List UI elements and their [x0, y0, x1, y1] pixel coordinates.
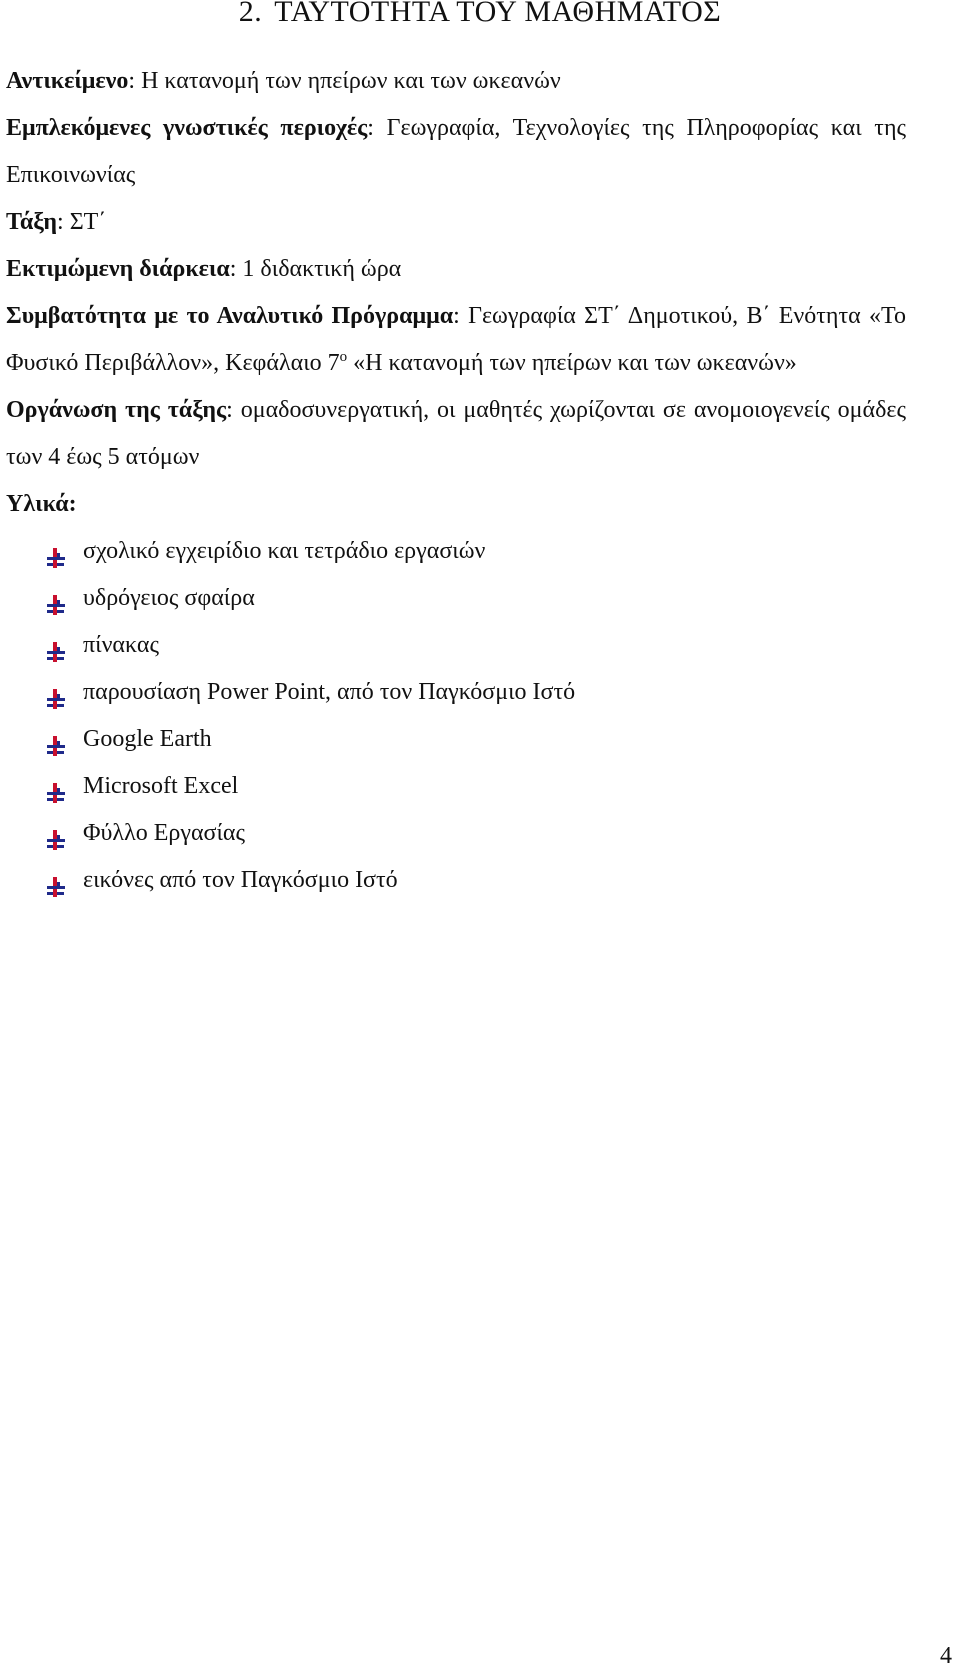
cross-bullet-shape: [44, 546, 68, 570]
field-label: Οργάνωση της τάξης: [6, 397, 227, 423]
cross-bullet-icon: [44, 634, 68, 658]
list-item: [44, 669, 906, 716]
field-value: 1 διδακτική ώρα: [242, 256, 402, 282]
page-number: 4: [940, 1643, 952, 1669]
list-item-label: παρουσίαση Power Point, από τον Παγκόσμιο Ιστό: [83, 679, 576, 705]
field-label: Υλικά: [6, 491, 69, 517]
field-subject: Αντικείμενο: Η κατανομή των ηπείρων και των ωκεανών: [6, 68, 561, 94]
field-grade: Τάξη: ΣΤ΄: [6, 209, 107, 235]
cross-bullet-shape: [44, 593, 68, 617]
cross-bullet-shape: [44, 734, 68, 758]
list-item: [44, 575, 906, 622]
field-value-continued: «Η κατανομή των ηπείρων και των ωκεανών»: [347, 350, 797, 376]
cross-bullet-icon: [44, 587, 68, 611]
field-value: Η κατανομή των ηπείρων και των ωκεανών: [141, 68, 561, 94]
field-label: Συμβατότητα με το Αναλυτικό Πρόγραμμα: [6, 303, 454, 329]
cross-bullet-shape: [44, 828, 68, 852]
cross-bullet-icon: [44, 775, 68, 799]
list-item: [44, 857, 906, 904]
cross-bullet-shape: [44, 875, 68, 899]
cross-bullet-icon: [44, 681, 68, 705]
field-label: Εκτιμώμενη διάρκεια: [6, 256, 230, 282]
list-item: [44, 528, 906, 575]
field-label: Εμπλεκόμενες γνωστικές περιοχές: [6, 115, 368, 141]
ordinal-superscript: ο: [339, 349, 348, 365]
list-item-label: Microsoft Excel: [83, 773, 239, 799]
cross-bullet-icon: [44, 728, 68, 752]
list-item-label: υδρόγειος σφαίρα: [83, 585, 255, 611]
field-curriculum: Συμβατότητα με το Αναλυτικό Πρόγραμμα: Γεωγραφία ΣΤ΄ Δημοτικού, Β΄ Ενότητα «Το Φυσικό Περιβάλλον», Κεφάλαιο $7^o$ «Η κατανομή των ηπείρων και των ωκεανών»: [6, 303, 907, 376]
materials-list: [6, 528, 906, 904]
lesson-identity: [6, 58, 906, 904]
list-item-label: σχολικό εγχειρίδιο και τετράδιο εργασιών: [83, 538, 486, 564]
list-item-label: εικόνες από τον Παγκόσμιο Ιστό: [83, 867, 398, 893]
field-value: Γεωγραφία ΣΤ΄ Δημοτικού, Β΄ Ενότητα «Το Φυσικό Περιβάλλον», Κεφάλαιο 7: [6, 303, 907, 376]
field-label: Τάξη: [6, 209, 58, 235]
field-value: ΣΤ΄: [69, 209, 107, 235]
section-title: ΤΑΥΤΟΤΗΤΑ ΤΟΥ ΜΑΘΗΜΑΤΟΣ: [274, 0, 722, 28]
list-item: [44, 716, 906, 763]
field-materials: Υλικά:: [6, 491, 77, 517]
field-duration: Εκτιμώμενη διάρκεια: 1 διδακτική ώρα: [6, 256, 402, 282]
list-item-label: Google Earth: [83, 726, 212, 752]
list-item: [44, 763, 906, 810]
list-item-label: Φύλλο Εργασίας: [83, 820, 245, 846]
cross-bullet-shape: [44, 687, 68, 711]
list-item-label: πίνακας: [83, 632, 159, 658]
cross-bullet-icon: [44, 822, 68, 846]
field-organization: Οργάνωση της τάξης: ομαδοσυνεργατική, οι μαθητές χωρίζονται σε ανομοιογενείς ομάδες των 4 έως 5 ατόμων: [6, 397, 907, 470]
field-areas: Εμπλεκόμενες γνωστικές περιοχές: Γεωγραφία, Τεχνολογίες της Πληροφορίας και της Επικοινωνίας: [6, 115, 906, 188]
section-heading: [0, 0, 960, 30]
section-number: 2.: [238, 0, 263, 28]
list-item: [44, 810, 906, 857]
cross-bullet-shape: [44, 781, 68, 805]
field-value: ομαδοσυνεργατική, οι μαθητές χωρίζονται σε ανομοιογενείς ομάδες των 4 έως 5 ατόμων: [6, 397, 907, 470]
list-item: [44, 622, 906, 669]
field-value: Γεωγραφία, Τεχνολογίες της Πληροφορίας και της Επικοινωνίας: [6, 115, 906, 188]
field-label: Αντικείμενο: [6, 68, 129, 94]
cross-bullet-icon: [44, 869, 68, 893]
cross-bullet-shape: [44, 640, 68, 664]
cross-bullet-icon: [44, 540, 68, 564]
